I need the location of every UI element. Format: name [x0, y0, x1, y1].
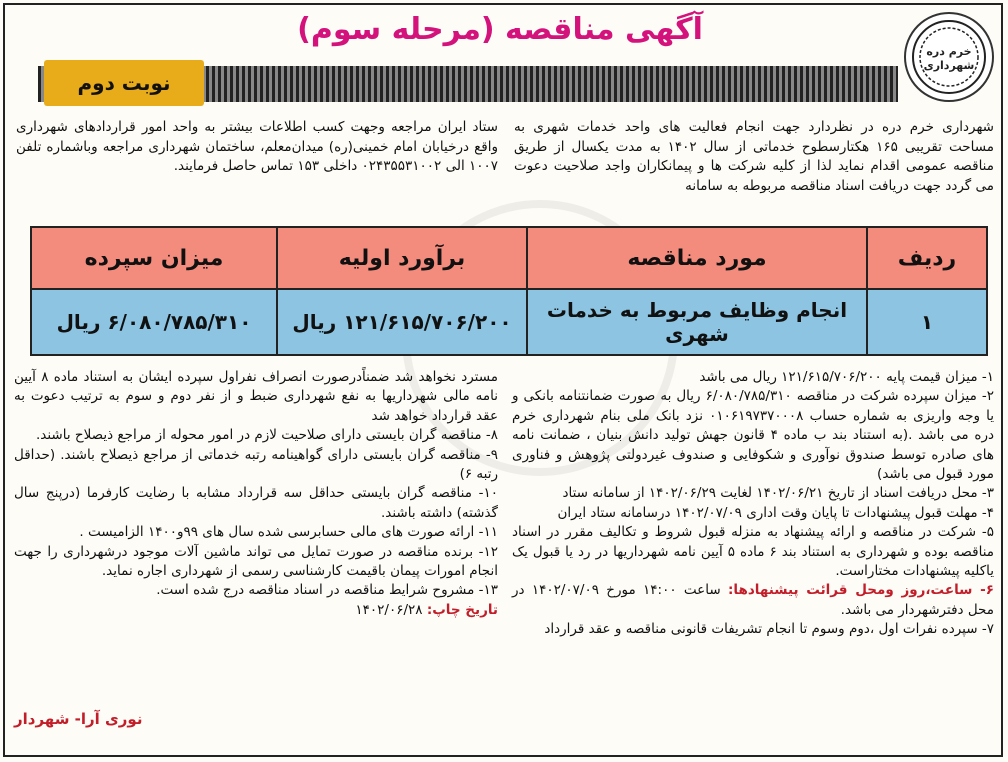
mayor-signature: نوری آرا- شهردار: [14, 710, 143, 728]
svg-text:شهرداری: شهرداری: [923, 59, 975, 72]
table-row: [31, 289, 987, 355]
header-deposit-amount: میزان سپرده: [31, 227, 277, 289]
header-tender-subject: مورد مناقصه: [527, 227, 867, 289]
condition-item: ۵- شرکت در مناقصه و ارائه پیشنهاد به منزله قبول شروط و تکالیف مقرر در اسناد مناقصه بوده و شهرداری به استناد بند ۶ ماده ۵ آیین نامه شهرداریها در رد یا قبول یک یاکلیه پیشنهادات مختاراست.: [512, 524, 994, 580]
cell-initial-estimate: ۱۲۱/۶۱۵/۷۰۶/۲۰۰ ریال: [277, 289, 527, 355]
intro-paragraph-left: ستاد ایران مراجعه وجهت کسب اطلاعات بیشتر به واحد امور قراردادهای شهرداری واقع درخیابان امام خمینی(ره) میدان‌معلم، ساختمان شهرداری مراجعه وباشماره تلفن ۱۰۰۷ الی ۰۲۴۳۵۵۳۱۰۰۲ داخلی ۱۵۳ تماس حاصل فرمایند.: [16, 119, 498, 174]
print-date-label: تاریخ چاپ:: [426, 601, 498, 618]
notice-title: آگهی مناقصه (مرحله سوم): [297, 12, 703, 47]
condition-item: ۱۱- ارائه صورت های مالی حسابرسی شده سال های ۹۹و۱۴۰۰ الزامیست .: [79, 524, 498, 541]
municipality-logo: [904, 12, 994, 102]
intro-paragraph-right: شهرداری خرم دره در نظردارد جهت انجام فعالیت های واحد خدمات شهری به مساحت تقریبی ۱۶۵ هکتارسطوح خدماتی از سال ۱۴۰۲ به مدت یکسال از طریق مناقصه عمومی اقدام نماید لذا از کلیه شرکت ها و پیمانکاران واجد صلاحیت دعوت می گردد جهت دریافت اسناد مناقصه مربوطه به سامانه: [514, 119, 994, 194]
condition-item: ۱۳- مشروح شرایط مناقصه در اسناد مناقصه درج شده است.: [156, 582, 498, 599]
header-row-number: ردیف: [867, 227, 987, 289]
condition-item: ۱۲- برنده مناقصه در صورت تمایل می تواند ماشین آلات موجود درشهرداری را جهت انجام امورات پیمان باقیمت کارشناسی رسمی از شهرداری اجاره نماید.: [14, 543, 498, 580]
cell-deposit-amount: ۶/۰۸۰/۷۸۵/۳۱۰ ریال: [31, 289, 277, 355]
condition-item: ۹- مناقصه گران بایستی دارای گواهینامه رتبه خدماتی از مراجع ذیصلاح باشند. (حداقل رتبه ۶): [14, 446, 498, 483]
conditions-column-right: [512, 368, 994, 740]
print-date: [14, 601, 498, 620]
condition-item: مسترد نخواهد شد ضمناًدرصورت انصراف نفراول سپرده ایشان به استناد ماده ۸ آیین نامه مالی شهرداریها به نفع شهرداری ضبط و از نفر دوم و سوم به ترتیب دعوت به عقد قرارداد خواهد شد: [14, 369, 498, 424]
tender-table: [30, 226, 988, 356]
condition-item-6: [512, 581, 994, 620]
condition-item: ۱۰- مناقصه گران بایستی حداقل سه قرارداد مشابه با رضایت کارفرما (درپنج سال گذشته) داشته باشند.: [14, 485, 498, 521]
conditions-column-left: [14, 368, 498, 740]
print-date-value: ۱۴۰۲/۰۶/۲۸: [355, 601, 423, 618]
condition-item: ۱- میزان قیمت پایه ۱۲۱/۶۱۵/۷۰۶/۲۰۰ ریال می باشد: [699, 369, 994, 385]
logo-emblem-icon: [910, 18, 988, 96]
condition-item: ۷- سپرده نفرات اول ،دوم وسوم تا انجام تشریفات قانونی مناقصه و عقد قرارداد: [544, 621, 994, 638]
svg-text:خرم دره: خرم دره: [926, 45, 972, 58]
cell-tender-subject: انجام وظایف مربوط به خدمات شهری: [527, 289, 867, 355]
condition-item: ۴- مهلت قبول پیشنهادات تا پایان وقت اداری ۱۴۰۲/۰۷/۰۹ درسامانه ستاد ایران: [557, 504, 994, 521]
condition-item: ۲- میزان سپرده شرکت در مناقصه ۶/۰۸۰/۷۸۵/۳۱۰ ریال به صورت ضمانتنامه بانکی و یا وجه واریزی به شماره حساب ۰۱۰۶۱۹۷۳۷۰۰۰۸ نزد بانک ملی بنام شهرداری خرم دره می باشد .(به استناد بند ب ماده ۴ قانون جهش تولید دانش بنیان ، ضمانت نامه های صادره توسط صندوق نوآوری و شکوفایی و صندوف غیردولتی پژوهش و فناوری مورد قبول می باشد): [512, 388, 994, 483]
condition-item: ۳- محل دریافت اسناد از تاریخ ۱۴۰۲/۰۶/۲۱ لغایت ۱۴۰۲/۰۶/۲۹ از سامانه ستاد: [562, 485, 994, 502]
bid-opening-label: ۶- ساعت،روز ومحل قرائت پیشنهادها:: [728, 582, 994, 599]
table-header-row: [31, 227, 987, 289]
header-initial-estimate: برآورد اولیه: [277, 227, 527, 289]
cell-row-number: ۱: [867, 289, 987, 355]
bid-opening-text: ساعت ۱۴:۰۰ مورخ ۱۴۰۲/۰۷/۰۹ در محل دفترشهردار می باشد.: [512, 582, 994, 618]
publication-round-badge: نوبت دوم: [44, 60, 204, 106]
condition-item: ۸- مناقصه گران بایستی دارای صلاحیت لازم در امور محوله از مراجع ذیصلاح باشند.: [35, 427, 498, 444]
